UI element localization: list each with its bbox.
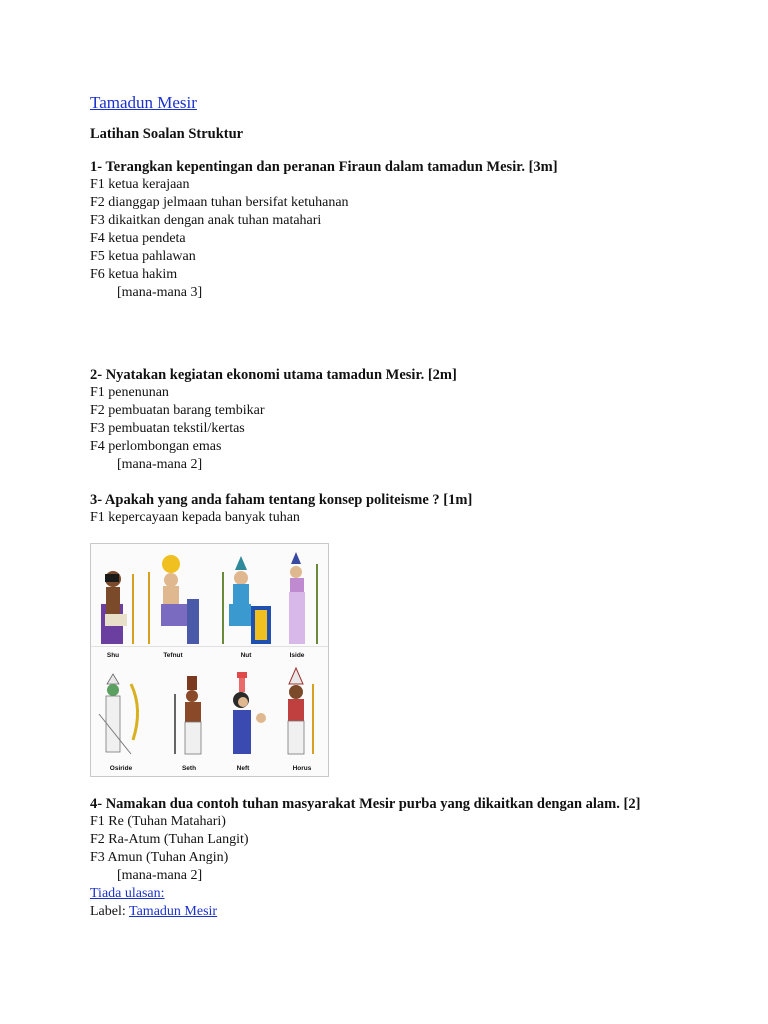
question-2-section <box>90 366 730 474</box>
god-iside-figure <box>289 552 317 644</box>
figure-label: Shu <box>106 652 120 659</box>
answer-line: F1 ketua kerajaan <box>90 177 190 192</box>
answer-line: F4 ketua pendeta <box>90 231 186 246</box>
answer-line: F5 ketua pahlawan <box>90 249 196 264</box>
figure-label: Neft <box>236 765 250 772</box>
comments-row <box>90 885 730 903</box>
egyptian-gods-figure <box>90 543 329 777</box>
god-horus-figure <box>288 668 313 754</box>
answer-note: [mana-mana 3] <box>117 285 203 300</box>
answer-line: F4 perlombongan emas <box>90 439 222 454</box>
answer-line: F3 Amun (Tuhan Angin) <box>90 850 229 865</box>
answer-note: [mana-mana 2] <box>117 457 203 472</box>
answer-line: F3 pembuatan tekstil/kertas <box>90 421 245 436</box>
god-tefnut-figure <box>149 555 199 644</box>
god-osiride-figure <box>99 674 138 754</box>
question-1-section <box>90 158 730 302</box>
answer-line: F1 penenunan <box>90 385 169 400</box>
post <box>90 93 730 921</box>
answer-line: F1 Re (Tuhan Matahari) <box>90 814 226 829</box>
answer-note: [mana-mana 2] <box>117 868 203 883</box>
label-link[interactable]: Tamadun Mesir <box>129 904 218 919</box>
egyptian-gods-illustration <box>91 544 328 776</box>
question-1: 1- Terangkan kepentingan dan peranan Firaun dalam tamadun Mesir. [3m] <box>90 159 558 175</box>
figure-label: Seth <box>181 765 197 772</box>
figure-label: Osiride <box>109 765 133 772</box>
labels-row <box>90 903 730 921</box>
question-2: 2- Nyatakan kegiatan ekonomi utama tamadun Mesir. [2m] <box>90 367 457 383</box>
answer-line: F3 dikaitkan dengan anak tuhan matahari <box>90 213 322 228</box>
question-4-section <box>90 795 730 885</box>
label-prefix: Label: <box>90 904 126 919</box>
figure-label: Iside <box>289 652 305 659</box>
figure-label: Nut <box>240 652 252 659</box>
answer-line: F2 dianggap jelmaan tuhan bersifat ketuhanan <box>90 195 349 210</box>
answer-line: F2 Ra-Atum (Tuhan Langit) <box>90 832 249 847</box>
god-shu-figure <box>101 571 133 644</box>
figure-label: Tefnut <box>163 652 183 659</box>
answer-line: F1 kepercayaan kepada banyak tuhan <box>90 510 300 525</box>
question-4: 4- Namakan dua contoh tuhan masyarakat Mesir purba yang dikaitkan dengan alam. [2] <box>90 796 641 812</box>
god-seth-figure <box>175 676 201 754</box>
post-title-link[interactable]: Tamadun Mesir <box>90 93 197 112</box>
figure-label: Horus <box>292 765 312 772</box>
god-neft-figure <box>233 672 266 754</box>
comments-link[interactable]: Tiada ulasan: <box>90 886 165 901</box>
answer-line: F2 pembuatan barang tembikar <box>90 403 265 418</box>
answer-line: F6 ketua hakim <box>90 267 178 282</box>
post-subtitle: Latihan Soalan Struktur <box>90 126 244 142</box>
god-nut-figure <box>223 556 271 644</box>
question-3-section <box>90 491 730 527</box>
question-3: 3- Apakah yang anda faham tentang konsep politeisme ? [1m] <box>90 492 473 508</box>
